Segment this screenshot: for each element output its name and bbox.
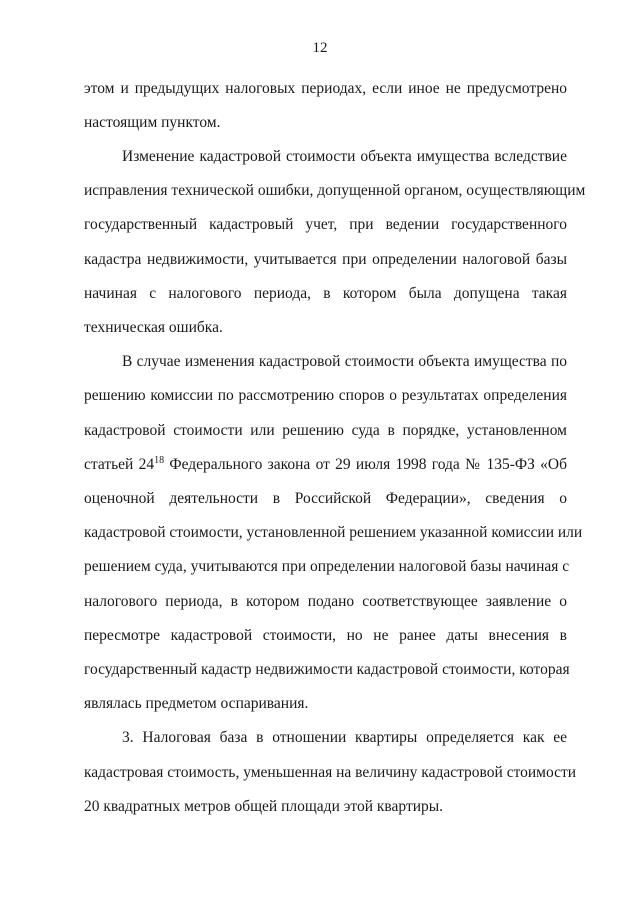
paragraph-2-line-5: начиная с налогового периода, в котором была допущена такая bbox=[84, 285, 567, 302]
article-superscript: 18 bbox=[154, 455, 165, 466]
paragraph-3-line-2: решению комиссии по рассмотрению споров о результатах определения bbox=[84, 387, 567, 404]
paragraph-4-line-2: кадастровая стоимость, уменьшенная на величину кадастровой стоимости bbox=[84, 764, 577, 781]
paragraph-3-line-9: пересмотре кадастровой стоимости, но не ранее даты внесения в bbox=[84, 627, 567, 644]
paragraph-3-line-3: кадастровой стоимости или решению суда в порядке, установленном bbox=[84, 422, 567, 439]
paragraph-3-line-4-before: статьей 24 bbox=[84, 456, 155, 473]
paragraph-1-line-2: настоящим пунктом. bbox=[84, 114, 221, 131]
paragraph-3-line-7: решением суда, учитываются при определении налоговой базы начиная с bbox=[84, 558, 570, 575]
page-number: 12 bbox=[312, 40, 328, 56]
paragraph-2-line-1: Изменение кадастровой стоимости объекта имущества вследствие bbox=[122, 148, 567, 165]
paragraph-2-line-2: исправления технической ошибки, допущенной органом, осуществляющим bbox=[84, 182, 586, 199]
paragraph-3-line-6: кадастровой стоимости, установленной решением указанной комиссии или bbox=[84, 524, 583, 541]
paragraph-2-line-6: техническая ошибка. bbox=[84, 319, 223, 336]
paragraph-3-line-1: В случае изменения кадастровой стоимости объекта имущества по bbox=[122, 353, 567, 370]
paragraph-1-line-1: этом и предыдущих налоговых периодах, если иное не предусмотрено bbox=[84, 80, 567, 97]
paragraph-3-line-5: оценочной деятельности в Российской Федерации», сведения о bbox=[84, 490, 567, 507]
paragraph-4-line-3: 20 квадратных метров общей площади этой квартиры. bbox=[84, 798, 444, 815]
paragraph-2-line-3: государственный кадастровый учет, при ведении государственного bbox=[84, 216, 567, 233]
paragraph-3-line-4-after: Федерального закона от 29 июля 1998 года № 135-ФЗ «Об bbox=[164, 456, 568, 473]
paragraph-2-line-4: кадастра недвижимости, учитывается при определении налоговой базы bbox=[84, 251, 567, 268]
paragraph-3-line-10: государственный кадастр недвижимости кадастровой стоимости, которая bbox=[84, 661, 570, 678]
paragraph-3-line-8: налогового периода, в котором подано соответствующее заявление о bbox=[84, 593, 567, 610]
paragraph-4-line-1: 3. Налоговая база в отношении квартиры определяется как ее bbox=[122, 729, 567, 746]
paragraph-3-line-4 bbox=[84, 455, 567, 475]
paragraph-3-line-11: являлась предметом оспаривания. bbox=[84, 695, 309, 712]
